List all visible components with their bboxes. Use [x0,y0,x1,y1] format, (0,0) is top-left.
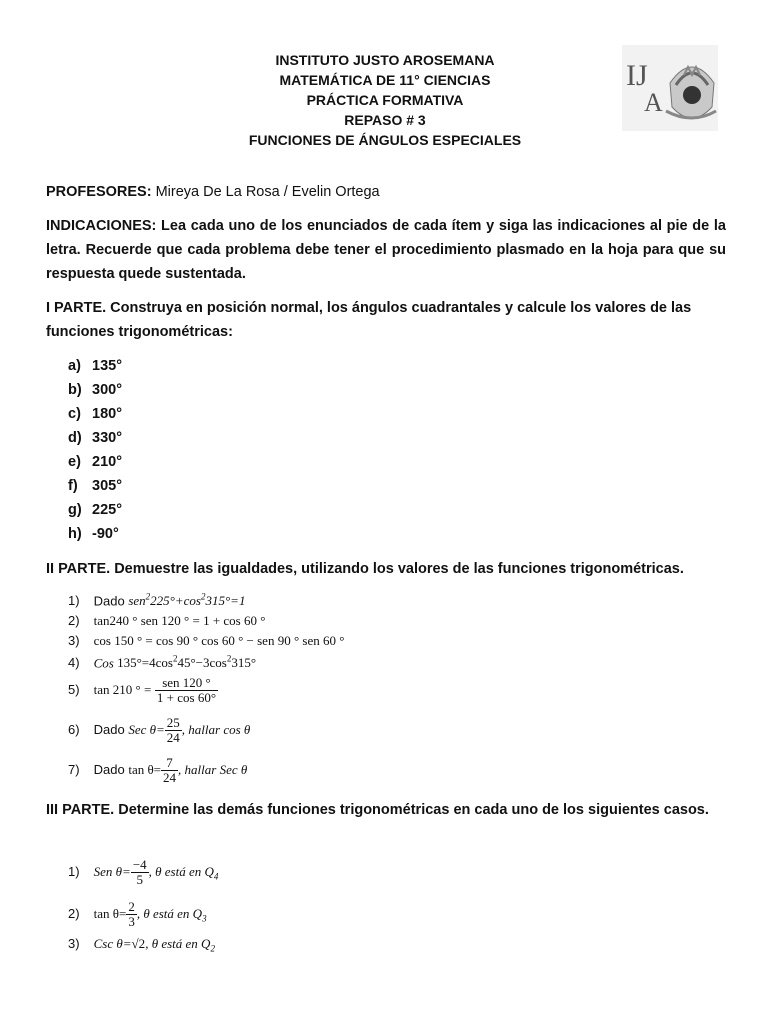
case-row-1: 1) Sen θ= $\frac{-4}{5}$ , θ está en $Q_4$ [68,857,219,887]
equation-1: $sen^2225^\circ+\cos^2315^\circ=1$ [128,592,246,609]
profesores-label: PROFESORES: [46,184,152,200]
item-label: b) [68,382,82,398]
case-1-fraction: $\frac{-4}{5}$ [132,857,147,887]
parte1-title: I PARTE. Construya en posición normal, los ángulos cuadrantales y calcule los valores de las funciones trigonométricas: [46,300,692,340]
profesores-line [46,180,726,204]
item-label: g) [68,502,82,518]
equation-3: cos 150 ° = cos 90 ° cos 60 ° − sen 90 ° sen 60 ° [93,633,345,648]
parte1-item [68,474,122,498]
equation-row-2: 2) tan240 ° sen 120 ° = 1 + cos 60 ° [68,613,266,628]
item-label: c) [68,406,81,422]
equation-5-fraction: $\frac{\text{sen 120 °}}{1 + \cos 60^\circ}$ [156,675,217,705]
equation-6-fraction: $\frac{25}{24}$ [166,715,180,745]
parte1-item [68,450,122,474]
indicaciones-paragraph: INDICACIONES: Lea cada uno de los enunciados de cada ítem y siga las indicaciones al pie de la letra. Recuerde que cada problema debe tener el procedimiento plasmado en la hoja para que su respuesta quede sustentada. [46,218,726,282]
header-line-1: INSTITUTO JUSTO AROSEMANA [275,52,495,68]
item-label: h) [68,526,82,542]
item-angle: 330° [92,430,122,446]
logo-ij-letters: IJ [626,59,648,92]
item-label: d) [68,430,82,446]
parte1-item [68,498,122,522]
header-line-2: MATEMÁTICA DE 11° CIENCIAS [279,72,491,88]
item-angle: 210° [92,454,122,470]
parte1-list [68,354,122,546]
item-angle: 225° [92,502,122,518]
equation-row-5: 5) tan 210 ° = $\frac{\text{sen 120 °}}{1 + \cos 60^\circ}$ [68,675,217,705]
parte2-title: II PARTE. Demuestre las igualdades, utilizando los valores de las funciones trigonométricas. [46,561,684,577]
parte3-title: III PARTE. Determine las demás funciones trigonométricas en cada uno de los siguientes casos. [46,802,709,818]
header-line-4: REPASO # 3 [344,112,426,128]
parte1-item [68,522,122,546]
item-label: a) [68,358,81,374]
item-angle: 305° [92,478,122,494]
equation-7-fraction: $\frac{7}{24}$ [163,755,177,785]
equation-row-6: 6) Dado Sec θ= $\frac{25}{24}$ , hallar cos θ [68,715,251,745]
item-label: f) [68,478,78,494]
institute-logo [622,45,718,131]
case-2-fraction: $\frac{2}{3}$ [128,899,135,929]
document-header [180,50,590,150]
item-angle: 135° [92,358,122,374]
item-angle: -90° [92,526,119,542]
equation-row-3: 3) cos 150 ° = cos 90 ° cos 60 ° − sen 90 ° sen 60 ° [68,633,345,648]
item-angle: 180° [92,406,122,422]
equation-4: Cos [93,655,114,671]
logo-a-letter: A [644,88,663,117]
equation-row-4: 4) Cos $135^\circ=4\cos^245^\circ-3\cos^2315^\circ$ [68,654,257,671]
parte1-item [68,402,122,426]
equation-row-1: 1) Dado $sen^2225^\circ+\cos^2315^\circ=1$ [68,592,246,609]
case-row-2: 2) tan θ= $\frac{2}{3}$ , θ está en $Q_3$ [68,899,207,929]
item-angle: 300° [92,382,122,398]
equation-5-left: tan 210 ° = [93,681,152,697]
header-line-3: PRÁCTICA FORMATIVA [306,92,464,108]
case-row-3: 3) Csc θ=√2, θ está en $Q_2$ [68,936,215,954]
parte1-item [68,354,122,378]
header-line-5: FUNCIONES DE ÁNGULOS ESPECIALES [248,132,522,148]
equation-2: tan240 ° sen 120 ° = 1 + cos 60 ° [93,613,266,628]
item-label: e) [68,454,81,470]
parte1-item [68,426,122,450]
equation-row-7: 7) Dado tan θ= $\frac{7}{24}$ , hallar Sec θ [68,755,248,785]
profesores-names: Mireya De La Rosa / Evelin Ortega [155,184,380,200]
parte1-item [68,378,122,402]
